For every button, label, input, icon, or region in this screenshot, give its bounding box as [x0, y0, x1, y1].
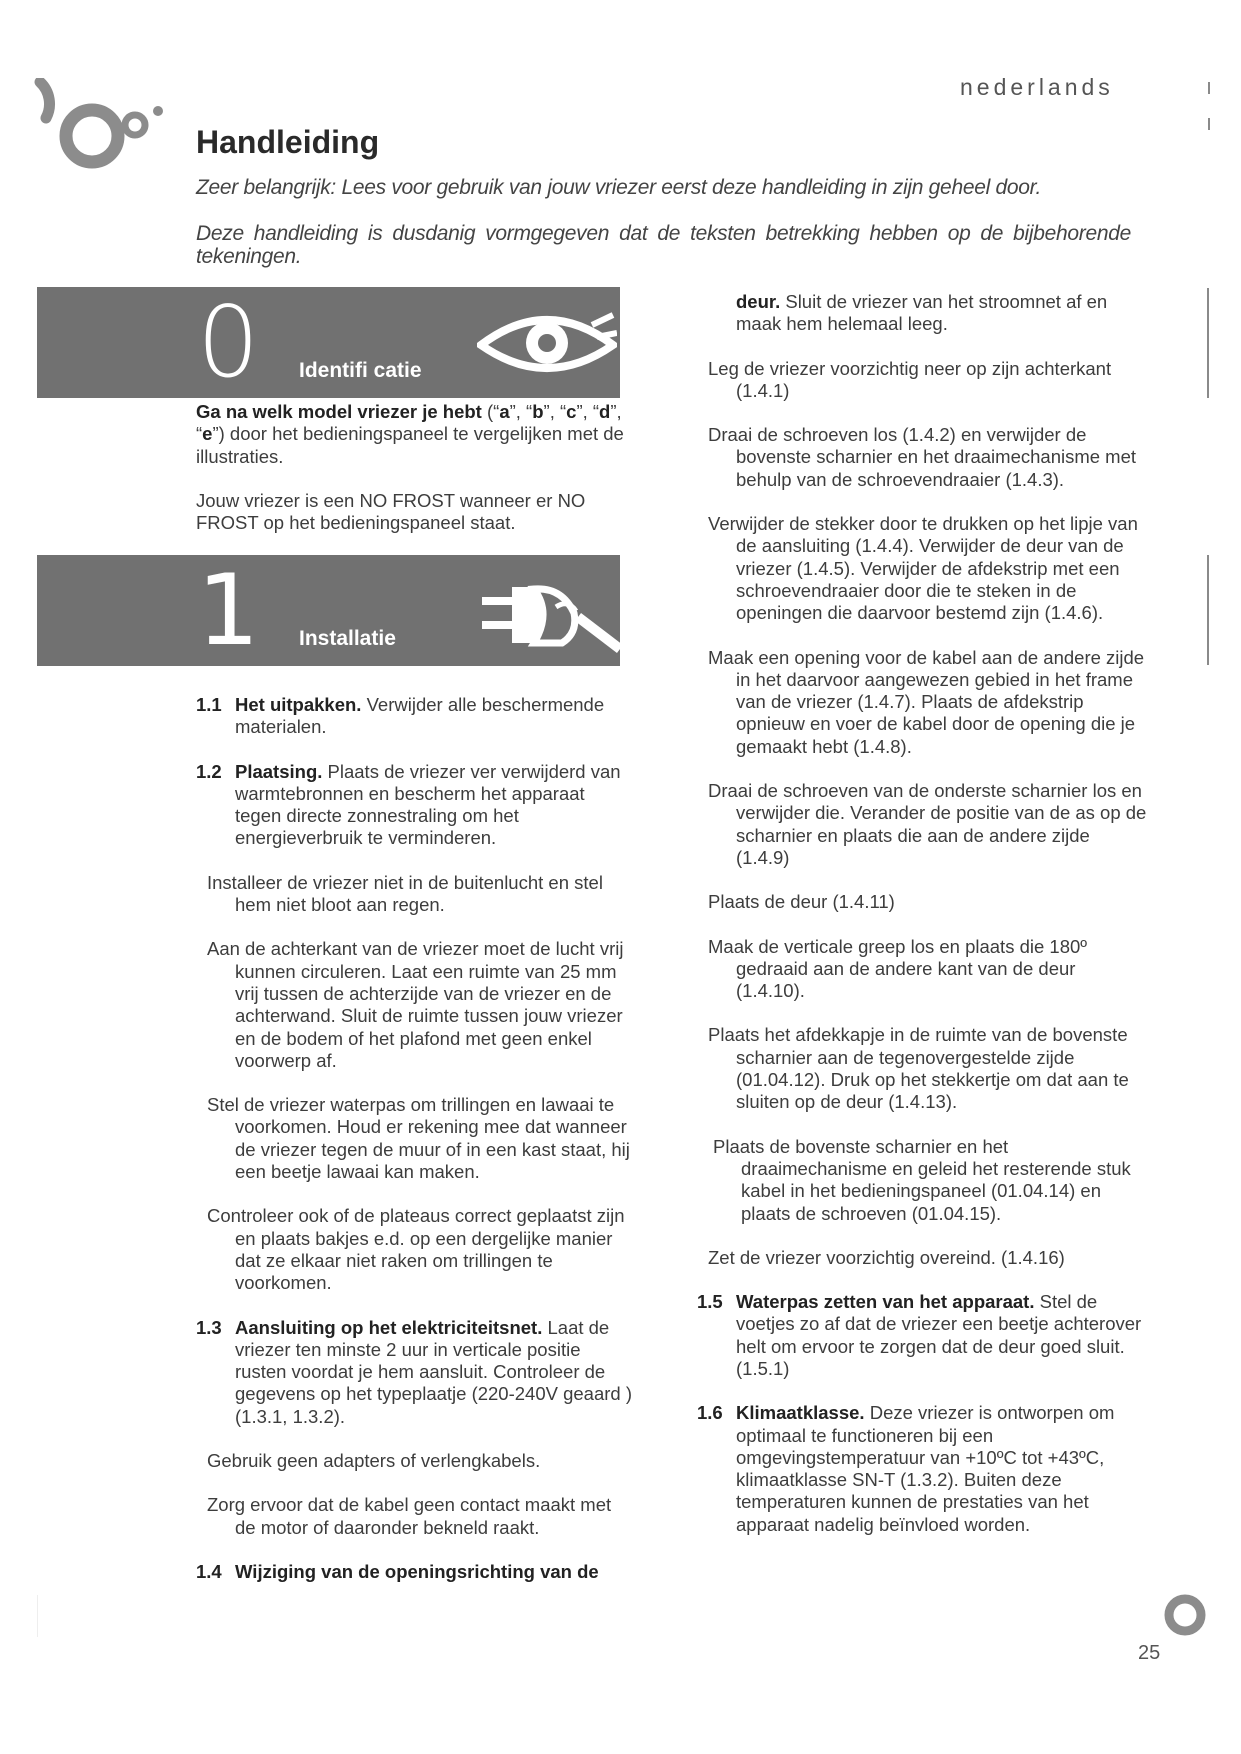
right-column — [697, 291, 1148, 1536]
page-title: Handleiding — [196, 124, 380, 160]
nofrost-paragraph: Jouw vriezer is een NO FROST wanneer er NO FROST op het bedieningspaneel staat. — [196, 489, 586, 534]
section-1-5: 1.5 Waterpas zetten van het apparaat. Stel de voetjes zo af dat de vriezer een beetje achterover helt om ervoor te zorgen dat de deur goed sluit. (1.5.1) — [697, 1291, 1142, 1379]
eye-icon — [477, 305, 617, 385]
step-paragraph: Draai de schroeven los (1.4.2) en verwijder de bovenste scharnier en het draaimechanisme met behulp van de schroevendraaier (1.4.3). — [708, 424, 1137, 490]
step-paragraph: Verwijder de stekker door te drukken op het lipje van de aansluiting (1.4.4). Verwijder de deur van de vriezer (1.4.5). Verwijder de afdekstrip met een schroevendraaier door die te steken in de openingen die daarvoor bestemd zijn (1.4.6). — [708, 513, 1138, 624]
section-1-1: 1.1 Het uitpakken. Verwijder alle beschermende materialen. — [196, 694, 605, 738]
air-paragraph: Aan de achterkant van de vriezer moet de lucht vrij kunnen circuleren. Laat een ruimte van 25 mm vrij tussen de achterzijde van de vriezer en de achterwand. Sluit de ruimte tussen jouw vriezer en de bodem of het plafond met geen enkel voorwerp af. — [207, 938, 624, 1071]
identification-text — [196, 401, 636, 534]
section-banner-installation — [37, 555, 620, 666]
cable-paragraph: Zorg ervoor dat de kabel geen contact maakt met de motor of daaronder bekneld raakt. — [207, 1494, 612, 1538]
edge-mark — [1207, 555, 1209, 665]
adapters-paragraph: Gebruik geen adapters of verlengkabels. — [207, 1450, 541, 1472]
model-paragraph: Ga na welk model vriezer je hebt (“a”, “b”, “c”, “d”, “e”) door het bedieningspaneel te vergelijken met de illustraties. — [196, 401, 624, 467]
step-paragraph: Draai de schroeven van de onderste scharnier los en verwijder die. Verander de positie van de as op de scharnier en plaats die aan de andere zijde (1.4.9) — [708, 780, 1147, 868]
step-paragraph: Maak de verticale greep los en plaats die 180º gedraaid aan de andere kant van de deur (1.4.10). — [708, 935, 1088, 1002]
step-paragraph: Zet de vriezer voorzichtig overeind. (1.4.16) — [708, 1246, 1065, 1268]
step-paragraph: Plaats het afdekkapje in de ruimte van de bovenste scharnier aan de tegenovergestelde zijde (01.04.12). Druk op het stekkertje om dat aan te sluiten op de deur (1.4.13). — [708, 1024, 1129, 1113]
section-1-4: 1.4 Wijziging van de openingsrichting van de — [196, 1560, 599, 1582]
step-paragraph: Plaats de bovenste scharnier en het draaimechanisme en geleid het resterende stuk kabel in het bedieningspaneel (01.04.14) en plaats de schroeven (01.04.15). — [713, 1135, 1131, 1224]
shelves-paragraph: Controleer ook of de plateaus correct geplaatst zijn en plaats bakjes e.d. op een dergelijke manier dat ze elkaar niet raken om trillingen te voorkomen. — [207, 1205, 625, 1294]
language-label: nederlands — [960, 74, 1114, 100]
section-label: Installatie — [299, 627, 396, 650]
section-number: 1 — [197, 554, 260, 668]
section-1-6: 1.6 Klimaatklasse. Deze vriezer is ontworpen om optimaal te functioneren bij een omgevingstemperatuur van +10ºC tot +43ºC, klimaatklasse SN-T (1.3.2). Buiten deze temperaturen kunnen de prestaties van het apparaat nadelig beïnvloed worden. — [697, 1402, 1115, 1535]
section-banner-identification — [37, 287, 620, 398]
section-1-2: 1.2 Plaatsing. Plaats de vriezer ver verwijderd van warmtebronnen en bescherm het apparaat tegen directe zonnestraling om het energieverbruik te verminderen. — [196, 760, 621, 849]
step-paragraph: Leg de vriezer voorzichtig neer op zijn achterkant (1.4.1) — [708, 357, 1112, 401]
plug-icon — [482, 577, 620, 655]
section-label: Identifi catie — [299, 359, 422, 382]
intro-important: Zeer belangrijk: Lees voor gebruik van jouw vriezer eerst deze handleiding in zijn geheel door. — [196, 176, 1042, 199]
intro-layout: Deze handleiding is dusdanig vormgegeven dat de teksten betrekking hebben op de bijbehorende tekeningen. — [196, 222, 1131, 268]
section-1-4-continued: deur. Sluit de vriezer van het stroomnet af en maak hem helemaal leeg. — [736, 291, 1108, 335]
edge-mark — [1207, 288, 1209, 398]
page-number: 25 — [1138, 1642, 1161, 1664]
step-paragraph: Maak een opening voor de kabel aan de andere zijde in het daarvoor aangewezen gebied in het frame van de vriezer (1.4.7). Plaats de afdekstrip opnieuw en voer de kabel door de opening die je gemaakt hebt (1.4.8). — [708, 646, 1145, 757]
edge-mark — [1208, 118, 1210, 130]
level-paragraph: Stel de vriezer waterpas om trillingen en lawaai te voorkomen. Houd er rekening mee dat wanneer de vriezer tegen de muur of in een kast staat, hij een beetje lawaai kan maken. — [207, 1094, 630, 1183]
edge-mark — [1208, 82, 1210, 94]
section-number: 0 — [197, 286, 260, 400]
left-column — [196, 694, 636, 1583]
section-1-3: 1.3 Aansluiting op het elektriciteitsnet. Laat de vriezer ten minste 2 uur in verticale positie rusten voordat je hem aansluit. Controleer de gegevens op het typeplaatje (220-240V geaard ) (1.3.1, 1.3.2). — [196, 1316, 633, 1427]
step-paragraph: Plaats de deur (1.4.11) — [708, 891, 895, 913]
ring-decoration-icon — [1160, 1590, 1210, 1640]
brand-logo-icon — [30, 78, 170, 178]
outside-paragraph: Installeer de vriezer niet in de buitenlucht en stel hem niet bloot aan regen. — [207, 871, 603, 916]
divider — [37, 1595, 38, 1637]
